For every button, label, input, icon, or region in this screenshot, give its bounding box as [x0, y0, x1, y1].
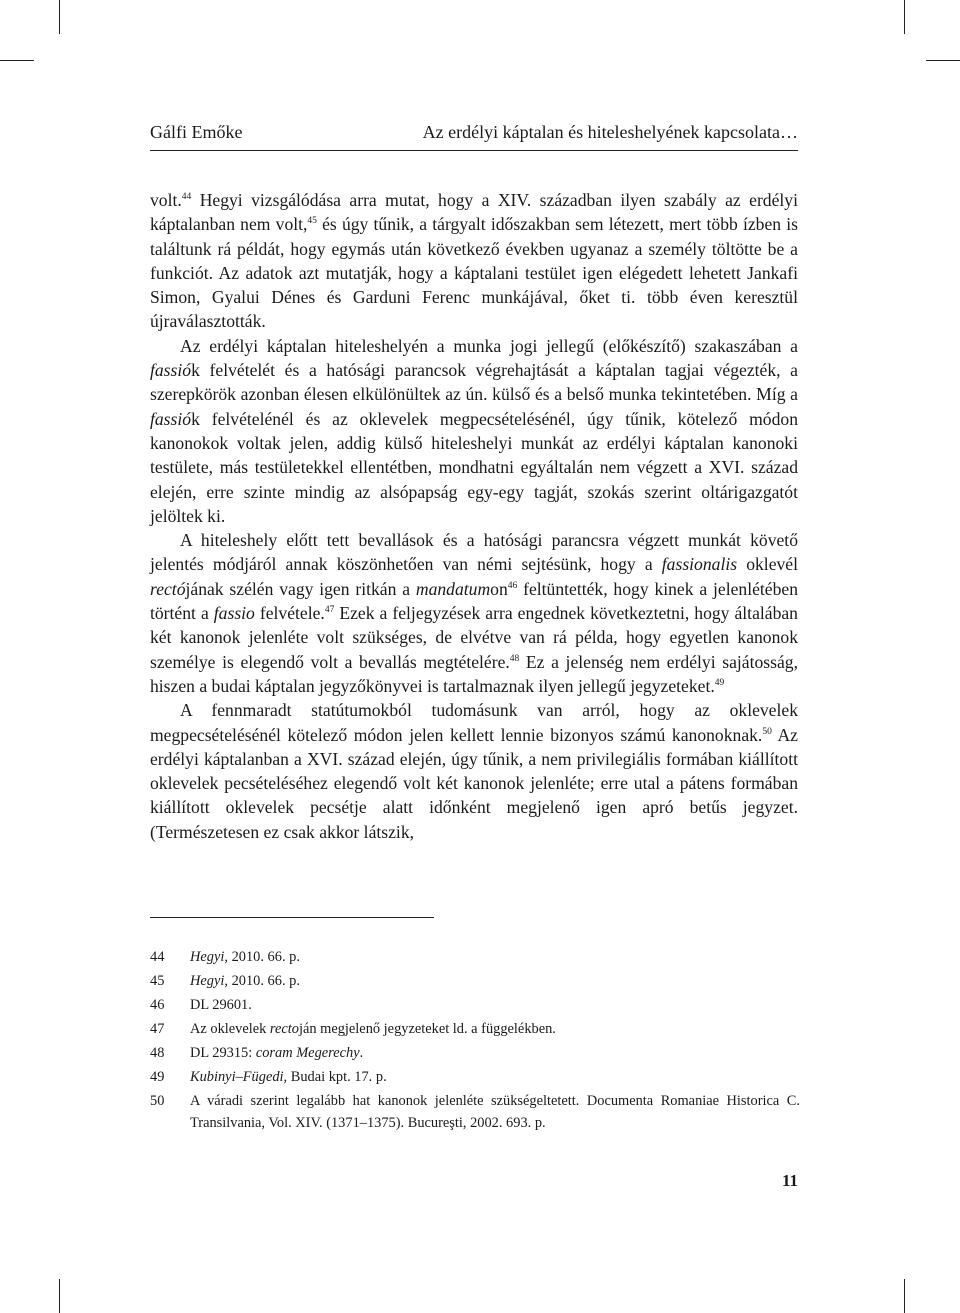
footnote-number: 48: [150, 1045, 165, 1061]
paragraph: [150, 188, 798, 334]
footnote-text: [190, 970, 800, 992]
crop-mark: [0, 60, 34, 61]
footnote-ref: 48: [509, 653, 520, 664]
crop-mark: [904, 0, 905, 34]
text: , 2010. 66. p.: [224, 973, 300, 989]
page-number: 11: [781, 1171, 798, 1190]
text: jának szélén vagy igen ritkán a: [185, 578, 416, 599]
text: DL 29601.: [190, 997, 252, 1013]
italic-term: Hegyi: [190, 973, 225, 989]
text: , Budai kpt. 17. p.: [283, 1069, 387, 1085]
footnote-number: 49: [150, 1069, 165, 1085]
text: DL 29315:: [190, 1045, 256, 1061]
text: feltüntették, hogy kinek a jelenlétében történt a: [150, 578, 798, 624]
text: Hegyi vizsgálódása arra mutat, hogy a XIV. században ilyen szabály az erdélyi káptalanban nem volt,: [150, 190, 798, 235]
text: A váradi szerint legalább hat kanonok jelenléte szükségeltetett. Documenta Romaniae Historica C. Transilvania, Vol. XIV. (1371–1375). Bucureşti, 2002. 693. p.: [190, 1093, 800, 1131]
text: , 2010. 66. p.: [224, 949, 300, 965]
italic-term: fassió: [150, 408, 192, 429]
italic-term: recto: [269, 1021, 299, 1037]
text: .: [359, 1045, 364, 1061]
text: Ez a jelenség nem erdélyi sajátosság, hiszen a budai káptalan jegyzőkönyvei is tartalmaznak ilyen jellegű jegyzeteket.: [150, 651, 798, 696]
footnote-text: [190, 946, 800, 968]
paragraph: [150, 334, 798, 528]
footnote: [150, 1090, 800, 1134]
italic-term: Kubinyi–Fügedi: [190, 1069, 284, 1085]
footnote: [150, 1018, 800, 1040]
text: oklevél: [737, 554, 798, 575]
footnotes: [150, 946, 800, 1136]
text: Az erdélyi káptalanban a XVI. század elején, úgy tűnik, a nem privilegiális formában kiállított oklevelek pecsételéséhez elegendő volt két kanonok jelenléte; erre utal a pátens formában kiállított oklevelek pecsétje alatt időnként megjelenő igen apró betűs jegyzet. (Természetesen ez csak akkor látszik,: [150, 724, 798, 842]
crop-mark: [59, 1279, 60, 1313]
body-text: [150, 188, 798, 844]
header-rule: [150, 150, 798, 151]
footnote-number: 46: [150, 997, 165, 1013]
text: volt.: [150, 190, 182, 210]
italic-term: coram Megerechy: [255, 1045, 360, 1061]
text: Az oklevelek: [190, 1021, 270, 1037]
footnote-ref: 49: [714, 677, 725, 688]
footnote: [150, 946, 800, 968]
text: k felvételét és a hatósági parancsok végrehajtását a káptalan tagjai végezték, a szerepkörök azonban élesen elkülönültek az ún. külső és a belső munka tekintetében. Míg a: [150, 360, 798, 405]
footnote-text: [190, 1066, 800, 1088]
italic-term: rectó: [150, 578, 186, 599]
text: Ezek a feljegyzések arra engednek következtetni, hogy általában két kanonok jelenléte volt szükséges, de elvétve van rá példa, hogy egyetlen kanonok személye is elegendő volt a bevallás megtételére.: [150, 603, 798, 672]
footnote-ref: 45: [307, 216, 317, 227]
text: Az erdélyi káptalan hiteleshelyén a munka jogi jellegű (előkészítő) szakaszában a: [180, 335, 798, 356]
italic-term: fassió: [150, 360, 192, 381]
paragraph: [150, 528, 798, 698]
footnote-number: 50: [150, 1093, 165, 1109]
header-author: Gálfi Emőke: [150, 122, 243, 142]
italic-term: fassionalis: [661, 554, 738, 575]
footnote: [150, 994, 800, 1016]
footnote-text: [190, 1090, 800, 1134]
text: ján megjelenő jegyzeteket ld. a függelékben.: [298, 1021, 556, 1037]
footnote-ref: 44: [181, 192, 192, 202]
text: A hiteleshely előtt tett bevallások és a hatósági parancsra végzett munkát követő jelentés módjáról annak köszönhetően van némi sejtésünk, hogy a: [150, 530, 798, 575]
footnote-ref: 46: [507, 580, 518, 591]
footnote-text: [190, 994, 800, 1016]
footnote-ref: 47: [324, 605, 335, 616]
italic-term: fassio: [213, 603, 255, 624]
text: A fennmaradt statútumokból tudomásunk van arról, hogy az oklevelek megpecsételésénél kötelező módon jelen kellett lennie bizonyos számú kanonoknak.: [150, 700, 798, 745]
text: felvétele.: [254, 603, 325, 624]
footnote-text: [190, 1042, 800, 1064]
footnote-number: 44: [150, 949, 165, 965]
text: on: [490, 578, 508, 599]
italic-term: mandatum: [415, 578, 491, 599]
footnote-number: 47: [150, 1021, 165, 1037]
footnote: [150, 1066, 800, 1088]
footnote-number: 45: [150, 973, 165, 989]
running-header: [150, 121, 798, 143]
text: k felvételénél és az oklevelek megpecsételésénél, úgy tűnik, kötelező módon kanonokok voltak jelen, addig külső hiteleshelyi munkát az erdélyi káptalan kanonoki testülete, más testületekkel ellentétben, mondhatni egyáltalán nem végzett a XVI. század elején, erre szinte mindig az alsópapság egy-egy tagját, szokás szerint oltárigazgatót jelöltek ki.: [150, 408, 798, 526]
footnote: [150, 970, 800, 992]
header-title: Az erdélyi káptalan és hiteleshelyének kapcsolata…: [422, 122, 798, 142]
paragraph: [150, 698, 798, 844]
crop-mark: [926, 60, 960, 61]
crop-mark: [904, 1279, 905, 1313]
italic-term: Hegyi: [190, 949, 225, 965]
footnote-rule: [150, 917, 434, 918]
text: és úgy tűnik, a tárgyalt időszakban sem létezett, mert több ízben is találtunk rá példát, hogy egymás után következő években ugyanaz a személy töltötte be a funkciót. Az adatok azt mutatják, hogy a káptalani testület igen elégedett lehetett Jankafi Simon, Gyalui Dénes és Garduni Ferenc munkájával, őket ti. több éven keresztül újraválasztották.: [150, 214, 798, 332]
footnote-ref: 50: [762, 726, 772, 737]
crop-mark: [59, 0, 60, 34]
footnote-text: [190, 1018, 800, 1040]
footnote: [150, 1042, 800, 1064]
